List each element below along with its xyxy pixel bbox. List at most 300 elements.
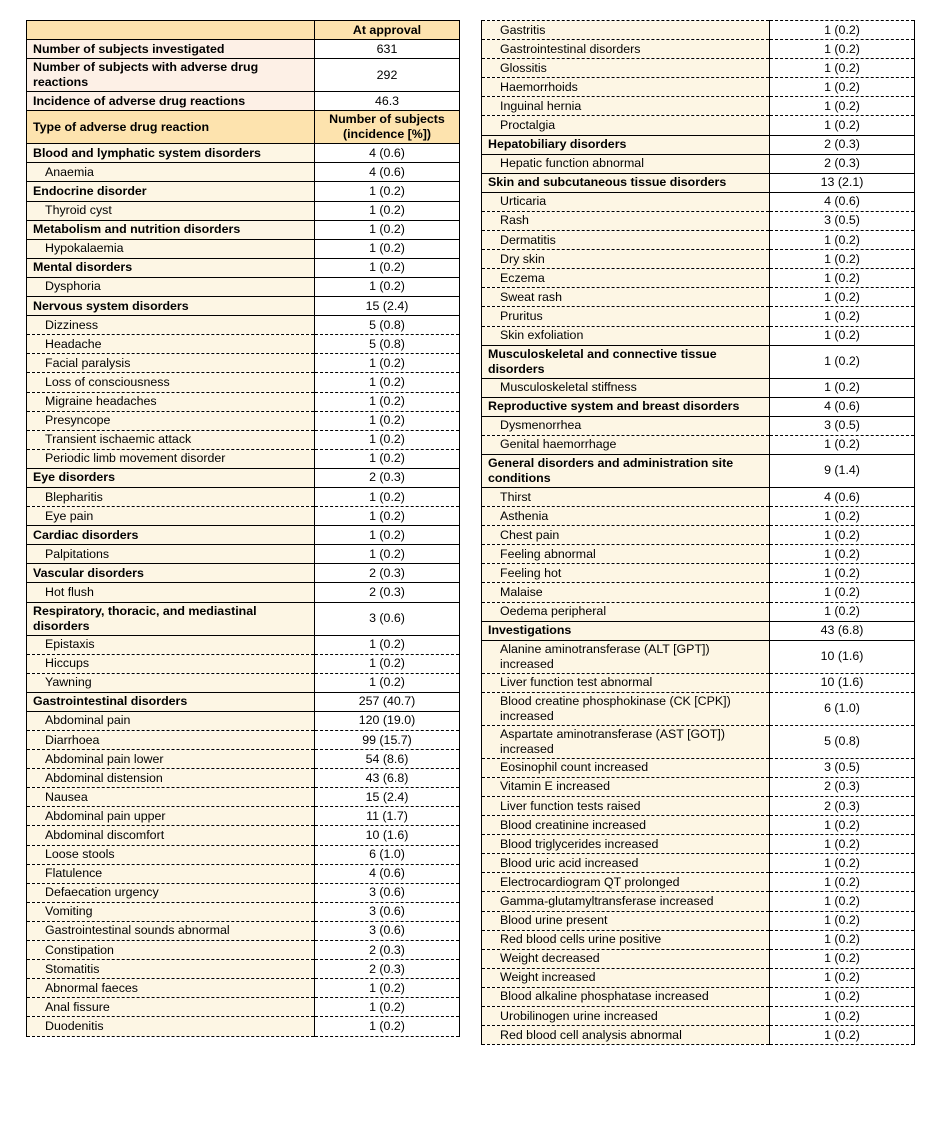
- incidence-value: 1 (0.2): [315, 507, 460, 526]
- incidence-value: 15 (2.4): [315, 788, 460, 807]
- reaction-row: [27, 864, 460, 883]
- reaction-row: [27, 449, 460, 468]
- reaction-name: Malaise: [482, 583, 770, 602]
- incidence-value: 1 (0.2): [315, 373, 460, 392]
- reaction-name: Aspartate aminotransferase (AST [GOT]) increased: [482, 725, 770, 758]
- reaction-row: [482, 192, 915, 211]
- type-column-header: Type of adverse drug reaction: [27, 111, 315, 144]
- incidence-value: 1 (0.2): [770, 78, 915, 97]
- reaction-row: [27, 392, 460, 411]
- summary-value: 46.3: [315, 92, 460, 111]
- reaction-name: Electrocardiogram QT prolonged: [482, 873, 770, 892]
- category-name: Nervous system disorders: [27, 297, 315, 316]
- reaction-row: [482, 854, 915, 873]
- incidence-value: 4 (0.6): [770, 192, 915, 211]
- summary-row: [27, 40, 460, 59]
- reaction-name: Dysphoria: [27, 277, 315, 296]
- incidence-value: 2 (0.3): [770, 777, 915, 796]
- reaction-row: [482, 725, 915, 758]
- reaction-row: [482, 545, 915, 564]
- category-row: [27, 182, 460, 201]
- category-row: [27, 602, 460, 635]
- reaction-row: [482, 78, 915, 97]
- reaction-row: [482, 211, 915, 230]
- reaction-row: [482, 487, 915, 506]
- reaction-name: Hiccups: [27, 654, 315, 673]
- reaction-name: Rash: [482, 211, 770, 230]
- reaction-row: [482, 435, 915, 454]
- reaction-name: Vitamin E increased: [482, 777, 770, 796]
- reaction-row: [482, 1007, 915, 1026]
- reaction-row: [27, 430, 460, 449]
- incidence-value: 1 (0.2): [770, 526, 915, 545]
- reaction-row: [27, 960, 460, 979]
- incidence-value: 1 (0.2): [315, 182, 460, 201]
- category-name: Musculoskeletal and connective tissue disorders: [482, 345, 770, 378]
- incidence-value: 1 (0.2): [315, 979, 460, 998]
- incidence-value: 5 (0.8): [770, 725, 915, 758]
- incidence-value: 4 (0.6): [315, 864, 460, 883]
- reaction-name: Thirst: [482, 487, 770, 506]
- reaction-row: [482, 873, 915, 892]
- incidence-value: 1 (0.2): [770, 307, 915, 326]
- incidence-value: 9 (1.4): [770, 454, 915, 487]
- reaction-name: Yawning: [27, 673, 315, 692]
- left-table-body: [27, 21, 460, 1037]
- reaction-name: Eczema: [482, 269, 770, 288]
- reaction-row: [27, 979, 460, 998]
- incidence-value: 2 (0.3): [315, 564, 460, 583]
- reaction-name: Palpitations: [27, 545, 315, 564]
- reaction-name: Sweat rash: [482, 288, 770, 307]
- reaction-row: [27, 883, 460, 902]
- incidence-value: 1 (0.2): [770, 435, 915, 454]
- reaction-name: Abdominal pain lower: [27, 750, 315, 769]
- reaction-name: Transient ischaemic attack: [27, 430, 315, 449]
- reaction-row: [482, 97, 915, 116]
- reaction-name: Gastrointestinal sounds abnormal: [27, 921, 315, 940]
- reaction-row: [27, 335, 460, 354]
- reaction-row: [482, 526, 915, 545]
- reaction-row: [27, 750, 460, 769]
- incidence-value: 1 (0.2): [315, 239, 460, 258]
- incidence-value: 1 (0.2): [770, 1026, 915, 1045]
- reaction-row: [27, 807, 460, 826]
- category-name: Eye disorders: [27, 468, 315, 487]
- reaction-name: Abdominal discomfort: [27, 826, 315, 845]
- category-name: Respiratory, thoracic, and mediastinal disorders: [27, 602, 315, 635]
- reaction-name: Diarrhoea: [27, 731, 315, 750]
- reaction-name: Stomatitis: [27, 960, 315, 979]
- reaction-row: [27, 239, 460, 258]
- reaction-name: Red blood cells urine positive: [482, 930, 770, 949]
- incidence-value: 5 (0.8): [315, 335, 460, 354]
- reaction-name: Blood alkaline phosphatase increased: [482, 987, 770, 1006]
- reaction-name: Defaecation urgency: [27, 883, 315, 902]
- reaction-row: [482, 288, 915, 307]
- incidence-value: 1 (0.2): [770, 949, 915, 968]
- reaction-name: Abdominal pain upper: [27, 807, 315, 826]
- reaction-row: [482, 59, 915, 78]
- reaction-name: Thyroid cyst: [27, 201, 315, 220]
- left-adr-table: [26, 20, 460, 1037]
- reaction-row: [482, 307, 915, 326]
- reaction-name: Constipation: [27, 941, 315, 960]
- incidence-value: 3 (0.5): [770, 211, 915, 230]
- incidence-value: 1 (0.2): [315, 526, 460, 545]
- reaction-row: [482, 154, 915, 173]
- incidence-value: 2 (0.3): [770, 135, 915, 154]
- reaction-row: [27, 201, 460, 220]
- reaction-row: [482, 250, 915, 269]
- reaction-name: Haemorrhoids: [482, 78, 770, 97]
- incidence-value: 99 (15.7): [315, 731, 460, 750]
- category-row: [482, 345, 915, 378]
- reaction-row: [27, 845, 460, 864]
- category-name: Gastrointestinal disorders: [27, 692, 315, 711]
- category-name: General disorders and administration site conditions: [482, 454, 770, 487]
- incidence-value: 10 (1.6): [315, 826, 460, 845]
- reaction-row: [27, 545, 460, 564]
- incidence-value: 1 (0.2): [315, 430, 460, 449]
- incidence-value: 1 (0.2): [770, 968, 915, 987]
- category-name: Hepatobiliary disorders: [482, 135, 770, 154]
- reaction-row: [482, 583, 915, 602]
- summary-label: Number of subjects investigated: [27, 40, 315, 59]
- incidence-value: 1 (0.2): [770, 59, 915, 78]
- right-adr-table: [481, 20, 915, 1045]
- category-name: Reproductive system and breast disorders: [482, 397, 770, 416]
- summary-row: [27, 92, 460, 111]
- reaction-name: Periodic limb movement disorder: [27, 449, 315, 468]
- incidence-value: 1 (0.2): [315, 220, 460, 239]
- incidence-value: 3 (0.6): [315, 883, 460, 902]
- category-name: Investigations: [482, 621, 770, 640]
- reaction-name: Blood urine present: [482, 911, 770, 930]
- reaction-name: Hypokalaemia: [27, 239, 315, 258]
- reaction-row: [27, 711, 460, 730]
- incidence-value: 1 (0.2): [770, 269, 915, 288]
- incidence-value: 1 (0.2): [315, 411, 460, 430]
- incidence-value: 4 (0.6): [770, 397, 915, 416]
- incidence-value: 10 (1.6): [770, 640, 915, 673]
- incidence-value: 13 (2.1): [770, 173, 915, 192]
- incidence-value: 1 (0.2): [770, 835, 915, 854]
- reaction-row: [482, 968, 915, 987]
- category-name: Mental disorders: [27, 258, 315, 277]
- incidence-value: 1 (0.2): [315, 201, 460, 220]
- incidence-value: 1 (0.2): [315, 277, 460, 296]
- reaction-row: [27, 1017, 460, 1036]
- category-name: Blood and lymphatic system disorders: [27, 144, 315, 163]
- summary-value: 292: [315, 59, 460, 92]
- incidence-value: 11 (1.7): [315, 807, 460, 826]
- category-row: [27, 144, 460, 163]
- reaction-name: Urobilinogen urine increased: [482, 1007, 770, 1026]
- reaction-name: Oedema peripheral: [482, 602, 770, 621]
- reaction-row: [482, 835, 915, 854]
- category-row: [27, 468, 460, 487]
- reaction-row: [482, 930, 915, 949]
- incidence-value: 2 (0.3): [315, 468, 460, 487]
- incidence-value: 10 (1.6): [770, 673, 915, 692]
- reaction-row: [27, 487, 460, 506]
- category-row: [27, 692, 460, 711]
- reaction-name: Liver function tests raised: [482, 797, 770, 816]
- reaction-name: Liver function test abnormal: [482, 673, 770, 692]
- reaction-row: [27, 826, 460, 845]
- incidence-value: 1 (0.2): [770, 583, 915, 602]
- reaction-name: Dermatitis: [482, 231, 770, 250]
- incidence-value: 5 (0.8): [315, 316, 460, 335]
- incidence-value: 1 (0.2): [315, 392, 460, 411]
- reaction-name: Red blood cell analysis abnormal: [482, 1026, 770, 1045]
- reaction-row: [482, 758, 915, 777]
- incidence-value: 3 (0.6): [315, 602, 460, 635]
- reaction-name: Flatulence: [27, 864, 315, 883]
- category-row: [27, 564, 460, 583]
- reaction-name: Proctalgia: [482, 116, 770, 135]
- reaction-row: [482, 949, 915, 968]
- approval-header-row: [27, 21, 460, 40]
- incidence-value: 1 (0.2): [770, 345, 915, 378]
- reaction-name: Asthenia: [482, 507, 770, 526]
- reaction-row: [482, 116, 915, 135]
- incidence-value: 1 (0.2): [770, 97, 915, 116]
- incidence-value: 1 (0.2): [770, 911, 915, 930]
- reaction-name: Chest pain: [482, 526, 770, 545]
- reaction-row: [482, 892, 915, 911]
- header-empty-cell: [27, 21, 315, 40]
- incidence-value: 1 (0.2): [315, 545, 460, 564]
- reaction-name: Blepharitis: [27, 487, 315, 506]
- category-row: [482, 135, 915, 154]
- reaction-row: [482, 602, 915, 621]
- reaction-name: Hepatic function abnormal: [482, 154, 770, 173]
- category-name: Skin and subcutaneous tissue disorders: [482, 173, 770, 192]
- reaction-row: [27, 788, 460, 807]
- reaction-row: [482, 673, 915, 692]
- reaction-row: [27, 941, 460, 960]
- reaction-name: Dizziness: [27, 316, 315, 335]
- incidence-value: 43 (6.8): [770, 621, 915, 640]
- category-row: [27, 297, 460, 316]
- reaction-row: [482, 21, 915, 40]
- reaction-name: Blood creatinine increased: [482, 816, 770, 835]
- reaction-name: Presyncope: [27, 411, 315, 430]
- incidence-value: 6 (1.0): [315, 845, 460, 864]
- reaction-name: Alanine aminotransferase (ALT [GPT]) increased: [482, 640, 770, 673]
- category-row: [27, 526, 460, 545]
- incidence-value: 1 (0.2): [315, 487, 460, 506]
- reaction-row: [482, 911, 915, 930]
- incidence-value: 4 (0.6): [315, 144, 460, 163]
- reaction-row: [482, 692, 915, 725]
- summary-value: 631: [315, 40, 460, 59]
- incidence-value: 1 (0.2): [315, 673, 460, 692]
- category-name: Metabolism and nutrition disorders: [27, 220, 315, 239]
- incidence-value: 2 (0.3): [315, 583, 460, 602]
- reaction-row: [27, 902, 460, 921]
- reaction-row: [27, 163, 460, 182]
- reaction-row: [482, 40, 915, 59]
- reaction-row: [27, 769, 460, 788]
- reaction-row: [27, 411, 460, 430]
- reaction-name: Urticaria: [482, 192, 770, 211]
- reaction-row: [27, 354, 460, 373]
- incidence-value: 1 (0.2): [770, 116, 915, 135]
- reaction-name: Vomiting: [27, 902, 315, 921]
- incidence-value: 6 (1.0): [770, 692, 915, 725]
- reaction-row: [482, 987, 915, 1006]
- reaction-row: [482, 1026, 915, 1045]
- reaction-name: Dysmenorrhea: [482, 416, 770, 435]
- summary-row: [27, 59, 460, 92]
- right-table-body: [482, 21, 915, 1045]
- incidence-value: 1 (0.2): [315, 449, 460, 468]
- category-row: [482, 454, 915, 487]
- summary-label: Number of subjects with adverse drug reactions: [27, 59, 315, 92]
- incidence-value: 1 (0.2): [315, 258, 460, 277]
- reaction-row: [482, 231, 915, 250]
- at-approval-header: At approval: [315, 21, 460, 40]
- incidence-value: 1 (0.2): [770, 564, 915, 583]
- reaction-row: [482, 507, 915, 526]
- incidence-value: 1 (0.2): [770, 602, 915, 621]
- incidence-value: 120 (19.0): [315, 711, 460, 730]
- reaction-row: [482, 816, 915, 835]
- number-column-header: Number of subjects (incidence [%]): [315, 111, 460, 144]
- reaction-row: [482, 640, 915, 673]
- reaction-row: [482, 797, 915, 816]
- reaction-name: Gastritis: [482, 21, 770, 40]
- reaction-name: Loss of consciousness: [27, 373, 315, 392]
- reaction-name: Feeling abnormal: [482, 545, 770, 564]
- reaction-name: Glossitis: [482, 59, 770, 78]
- category-row: [27, 220, 460, 239]
- incidence-value: 1 (0.2): [770, 873, 915, 892]
- column-header-row: [27, 111, 460, 144]
- reaction-row: [27, 507, 460, 526]
- incidence-value: 1 (0.2): [770, 545, 915, 564]
- reaction-row: [27, 654, 460, 673]
- incidence-value: 1 (0.2): [770, 507, 915, 526]
- incidence-value: 43 (6.8): [315, 769, 460, 788]
- incidence-value: 3 (0.6): [315, 921, 460, 940]
- category-name: Endocrine disorder: [27, 182, 315, 201]
- reaction-name: Headache: [27, 335, 315, 354]
- reaction-row: [482, 269, 915, 288]
- reaction-name: Abnormal faeces: [27, 979, 315, 998]
- reaction-name: Skin exfoliation: [482, 326, 770, 345]
- incidence-value: 2 (0.3): [315, 960, 460, 979]
- incidence-value: 1 (0.2): [770, 231, 915, 250]
- reaction-row: [27, 316, 460, 335]
- incidence-value: 1 (0.2): [770, 1007, 915, 1026]
- reaction-name: Gamma-glutamyltransferase increased: [482, 892, 770, 911]
- incidence-value: 1 (0.2): [770, 930, 915, 949]
- reaction-name: Facial paralysis: [27, 354, 315, 373]
- reaction-name: Abdominal pain: [27, 711, 315, 730]
- reaction-name: Genital haemorrhage: [482, 435, 770, 454]
- reaction-row: [27, 635, 460, 654]
- reaction-name: Dry skin: [482, 250, 770, 269]
- reaction-name: Nausea: [27, 788, 315, 807]
- incidence-value: 1 (0.2): [315, 635, 460, 654]
- reaction-row: [482, 416, 915, 435]
- reaction-name: Gastrointestinal disorders: [482, 40, 770, 59]
- incidence-value: 1 (0.2): [770, 854, 915, 873]
- reaction-name: Abdominal distension: [27, 769, 315, 788]
- reaction-name: Blood creatine phosphokinase (CK [CPK]) increased: [482, 692, 770, 725]
- reaction-row: [482, 564, 915, 583]
- incidence-value: 1 (0.2): [315, 998, 460, 1017]
- summary-label: Incidence of adverse drug reactions: [27, 92, 315, 111]
- reaction-name: Inguinal hernia: [482, 97, 770, 116]
- incidence-value: 1 (0.2): [770, 892, 915, 911]
- incidence-value: 1 (0.2): [315, 654, 460, 673]
- incidence-value: 1 (0.2): [770, 21, 915, 40]
- reaction-name: Musculoskeletal stiffness: [482, 378, 770, 397]
- reaction-name: Duodenitis: [27, 1017, 315, 1036]
- incidence-value: 3 (0.5): [770, 416, 915, 435]
- reaction-row: [27, 373, 460, 392]
- reaction-row: [27, 277, 460, 296]
- incidence-value: 1 (0.2): [770, 326, 915, 345]
- incidence-value: 1 (0.2): [770, 987, 915, 1006]
- reaction-name: Anaemia: [27, 163, 315, 182]
- reaction-name: Blood triglycerides increased: [482, 835, 770, 854]
- incidence-value: 1 (0.2): [770, 816, 915, 835]
- reaction-name: Migraine headaches: [27, 392, 315, 411]
- reaction-name: Feeling hot: [482, 564, 770, 583]
- incidence-value: 4 (0.6): [315, 163, 460, 182]
- category-row: [27, 258, 460, 277]
- reaction-name: Eye pain: [27, 507, 315, 526]
- reaction-row: [27, 921, 460, 940]
- incidence-value: 2 (0.3): [770, 154, 915, 173]
- reaction-name: Loose stools: [27, 845, 315, 864]
- reaction-name: Hot flush: [27, 583, 315, 602]
- incidence-value: 54 (8.6): [315, 750, 460, 769]
- reaction-name: Epistaxis: [27, 635, 315, 654]
- reaction-row: [482, 777, 915, 796]
- incidence-value: 257 (40.7): [315, 692, 460, 711]
- incidence-value: 2 (0.3): [315, 941, 460, 960]
- incidence-value: 1 (0.2): [315, 1017, 460, 1036]
- reaction-name: Eosinophil count increased: [482, 758, 770, 777]
- incidence-value: 15 (2.4): [315, 297, 460, 316]
- reaction-row: [27, 731, 460, 750]
- reaction-row: [27, 583, 460, 602]
- reaction-row: [27, 673, 460, 692]
- incidence-value: 3 (0.6): [315, 902, 460, 921]
- incidence-value: 3 (0.5): [770, 758, 915, 777]
- incidence-value: 1 (0.2): [770, 40, 915, 59]
- reaction-row: [27, 998, 460, 1017]
- reaction-row: [482, 326, 915, 345]
- incidence-value: 4 (0.6): [770, 487, 915, 506]
- category-name: Cardiac disorders: [27, 526, 315, 545]
- reaction-name: Pruritus: [482, 307, 770, 326]
- category-row: [482, 173, 915, 192]
- incidence-value: 1 (0.2): [770, 378, 915, 397]
- category-name: Vascular disorders: [27, 564, 315, 583]
- reaction-name: Anal fissure: [27, 998, 315, 1017]
- reaction-name: Weight decreased: [482, 949, 770, 968]
- incidence-value: 1 (0.2): [315, 354, 460, 373]
- reaction-name: Blood uric acid increased: [482, 854, 770, 873]
